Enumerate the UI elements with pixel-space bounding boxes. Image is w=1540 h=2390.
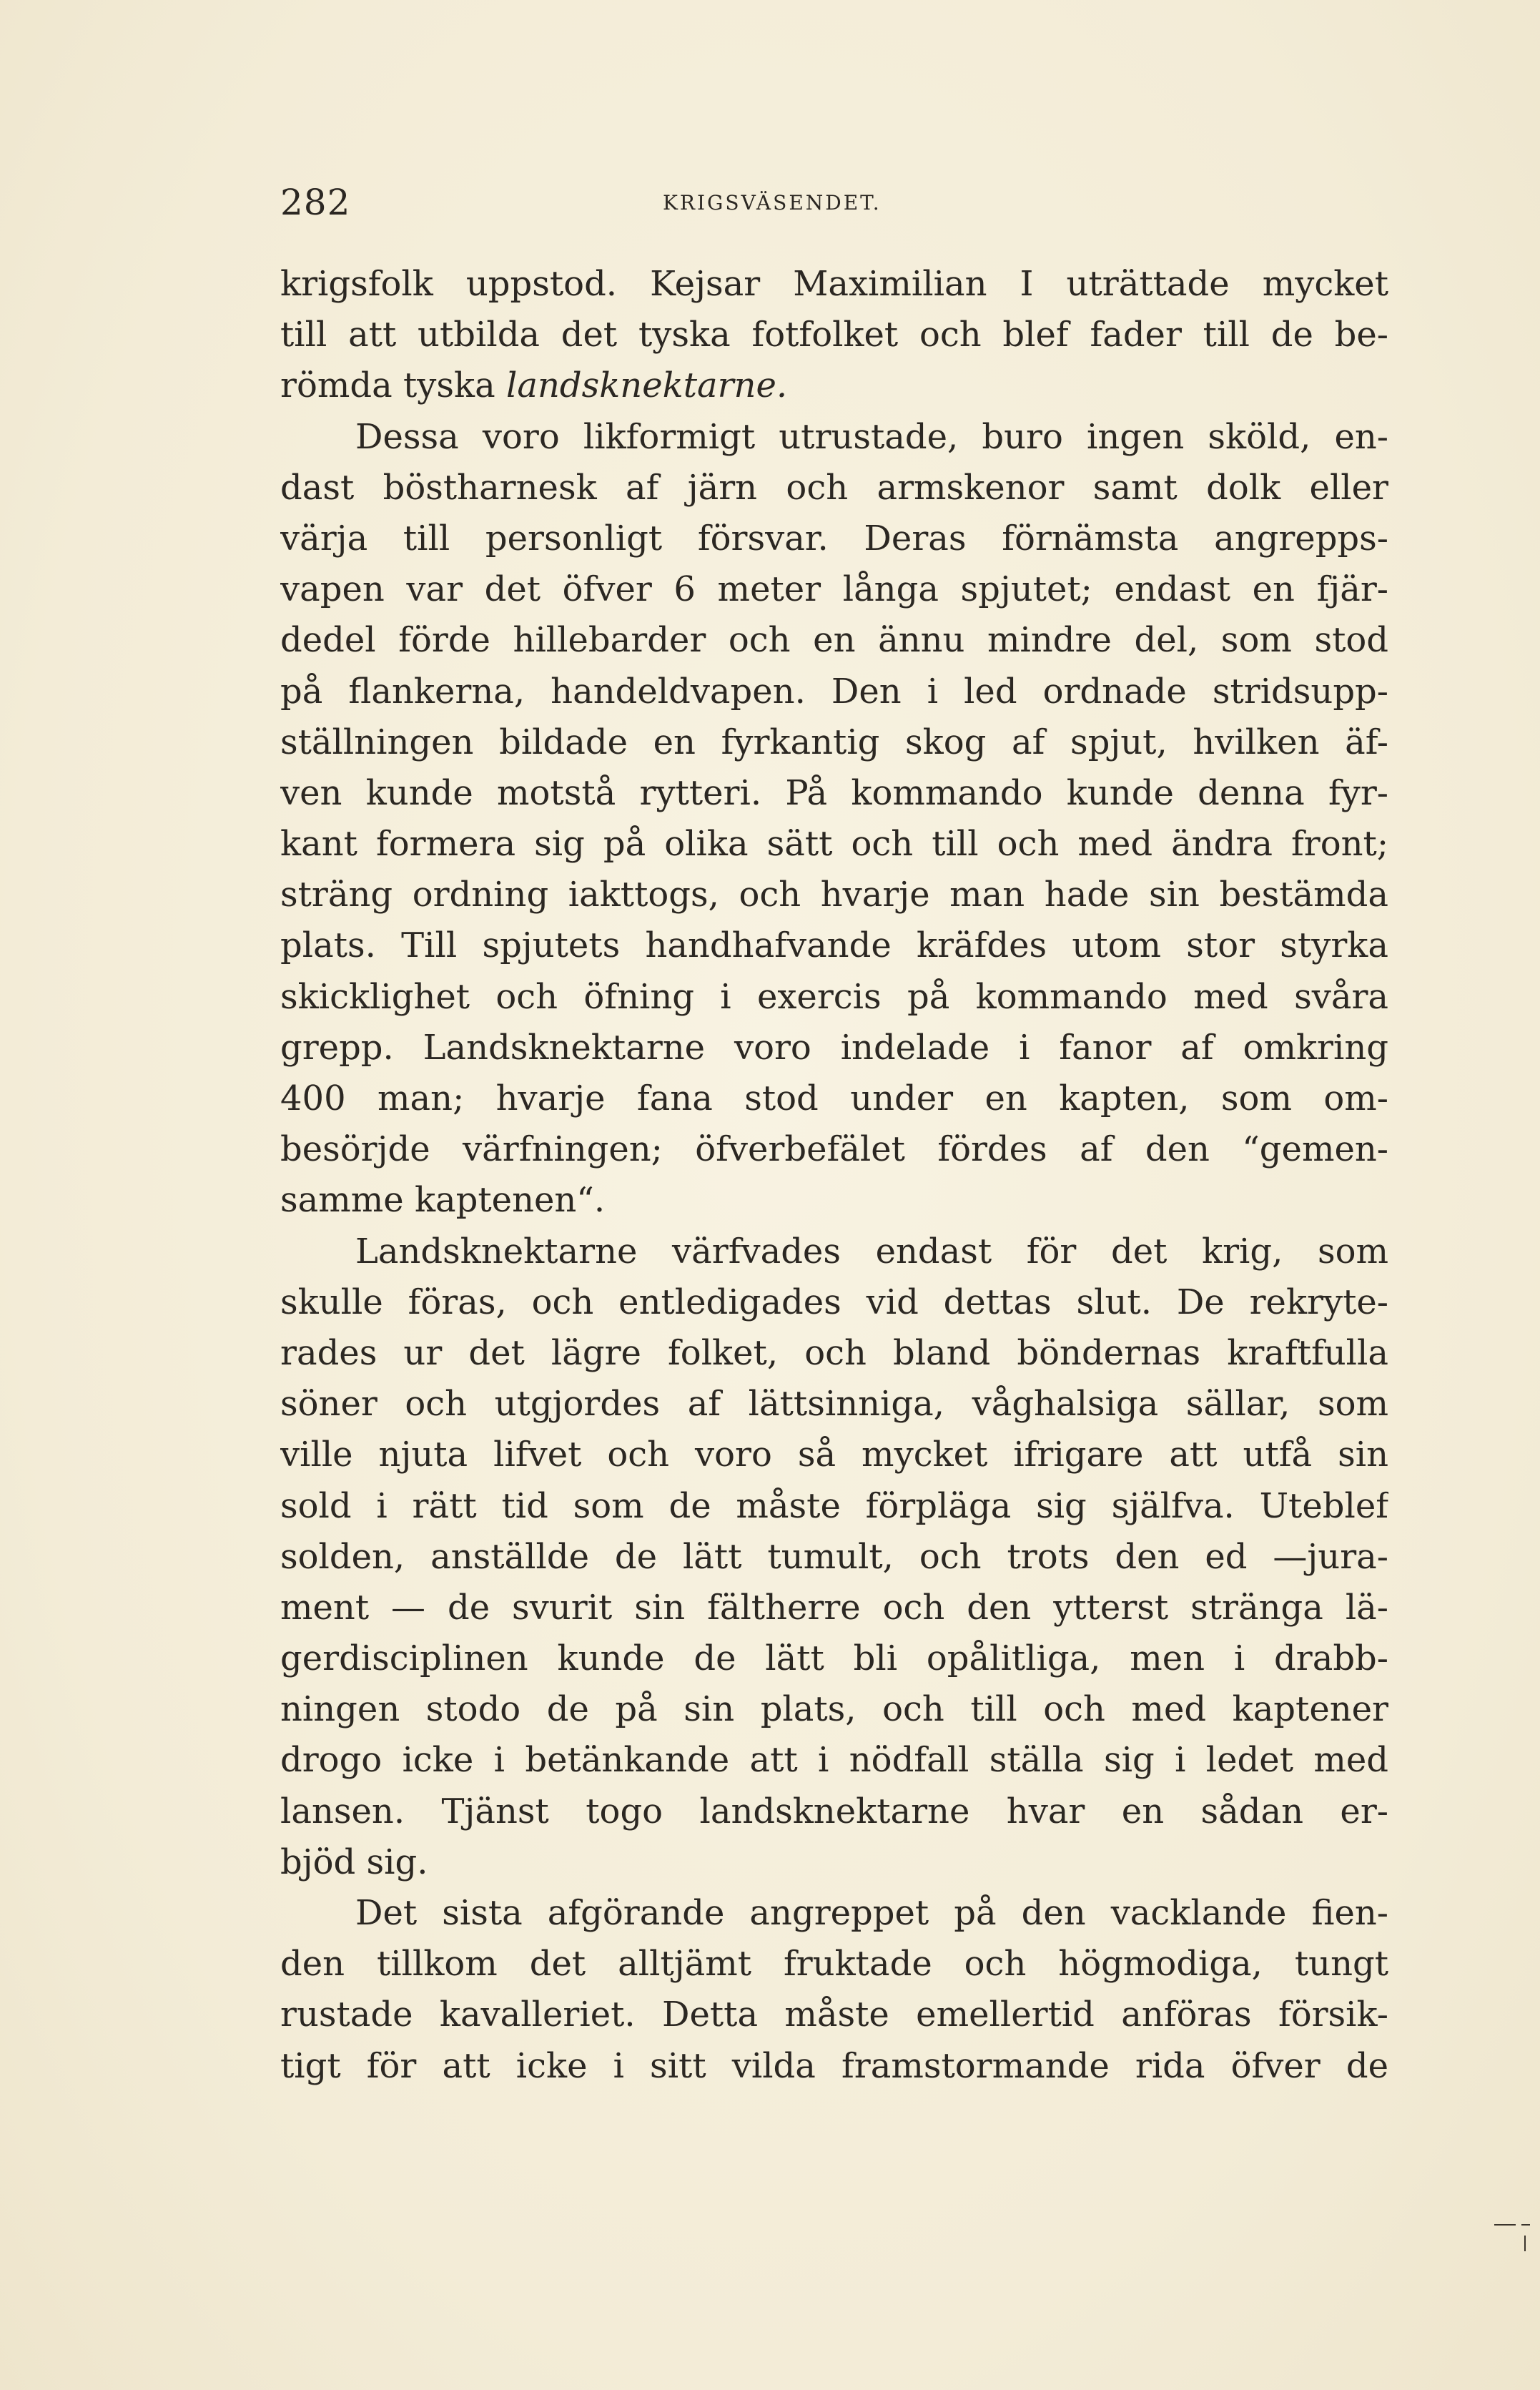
- text-line: Dessa voro likformigt utrustade, buro ingen sköld, en-: [355, 416, 1388, 457]
- text-line: rades ur det lägre folket, och bland böndernas kraftfulla: [280, 1332, 1388, 1373]
- text-line: sträng ordning iakttogs, och hvarje man hade sin bestämda: [280, 875, 1388, 915]
- margin-mark: [1521, 2224, 1530, 2226]
- text-line: grepp. Landsknektarne voro indelade i fanor af omkring: [280, 1027, 1388, 1068]
- text-line: vapen var det öfver 6 meter långa spjutet; endast en fjär-: [280, 569, 1388, 610]
- text-line: på flankerna, handeldvapen. Den i led ordnade stridsupp-: [280, 671, 1388, 712]
- page-header: [280, 181, 1388, 224]
- text-line: värja till personligt försvar. Deras förnämsta angrepps-: [280, 518, 1388, 559]
- text-line: skulle föras, och entledigades vid dettas slut. De rekryte-: [280, 1282, 1388, 1322]
- text-line: Landsknektarne värfvades endast för det krig, som: [355, 1231, 1388, 1272]
- text-line: till att utbilda det tyska fotfolket och blef fader till de be-: [280, 315, 1388, 355]
- text-line: drogo icke i betänkande att i nödfall ställa sig i ledet med: [280, 1740, 1388, 1781]
- text-line: ställningen bildade en fyrkantig skog af spjut, hvilken äf-: [280, 722, 1388, 762]
- margin-mark: [1524, 2236, 1526, 2251]
- page-number: 282: [280, 182, 351, 223]
- text-line: samme kaptenen“.: [280, 1180, 606, 1221]
- text-line-start: römda tyska: [280, 365, 495, 406]
- text-line: tigt för att icke i sitt vilda framstormande rida öfver de: [280, 2045, 1388, 2086]
- text-line: skicklighet och öfning i exercis på kommando med svåra: [280, 976, 1388, 1017]
- body-text: [280, 259, 1388, 2092]
- text-line: kant formera sig på olika sätt och till och med ändra front;: [280, 824, 1388, 865]
- text-line: söner och utgjordes af lättsinniga, våghalsiga sällar, som: [280, 1384, 1388, 1425]
- text-line: [280, 360, 1388, 411]
- text-line: ment — de svurit sin fältherre och den ytterst stränga lä-: [280, 1587, 1388, 1628]
- text-line: den tillkom det alltjämt fruktade och högmodiga, tungt: [280, 1944, 1388, 1985]
- text-line: lansen. Tjänst togo landsknektarne hvar en sådan er-: [280, 1791, 1388, 1831]
- running-head: KRIGSVÄSENDET.: [663, 191, 882, 215]
- text-line: besörjde värfningen; öfverbefälet fördes af den “gemen-: [280, 1129, 1388, 1170]
- text-line: dedel förde hillebarder och en ännu mindre del, som stod: [280, 620, 1388, 661]
- text-line: dast böstharnesk af järn och armskenor samt dolk eller: [280, 467, 1388, 508]
- text-line: plats. Till spjutets handhafvande kräfdes utom stor styrka: [280, 925, 1388, 966]
- text-line: Det sista afgörande angreppet på den vacklande fien-: [355, 1893, 1388, 1933]
- text-line: bjöd sig.: [280, 1841, 428, 1882]
- text-line: krigsfolk uppstod. Kejsar Maximilian I uträttade mycket: [280, 264, 1388, 304]
- text-line: ville njuta lifvet och voro så mycket ifrigare att utfå sin: [280, 1435, 1388, 1475]
- text-line: 400 man; hvarje fana stod under en kapten, som om-: [280, 1078, 1388, 1118]
- text-line: ven kunde motstå rytteri. På kommando kunde denna fyr-: [280, 772, 1388, 813]
- text-line: solden, anställde de lätt tumult, och trots den ed —jura-: [280, 1536, 1388, 1577]
- text-line: sold i rätt tid som de måste förpläga sig själfva. Uteblef: [280, 1485, 1388, 1526]
- text-line: rustade kavalleriet. Detta måste emellertid anföras försik-: [280, 1995, 1388, 2035]
- margin-mark: [1494, 2224, 1516, 2226]
- italic-term: landsknektarne.: [505, 365, 788, 406]
- text-line: gerdisciplinen kunde de lätt bli opålitliga, men i drabb-: [280, 1638, 1388, 1679]
- text-line: ningen stodo de på sin plats, och till och med kaptener: [280, 1689, 1388, 1730]
